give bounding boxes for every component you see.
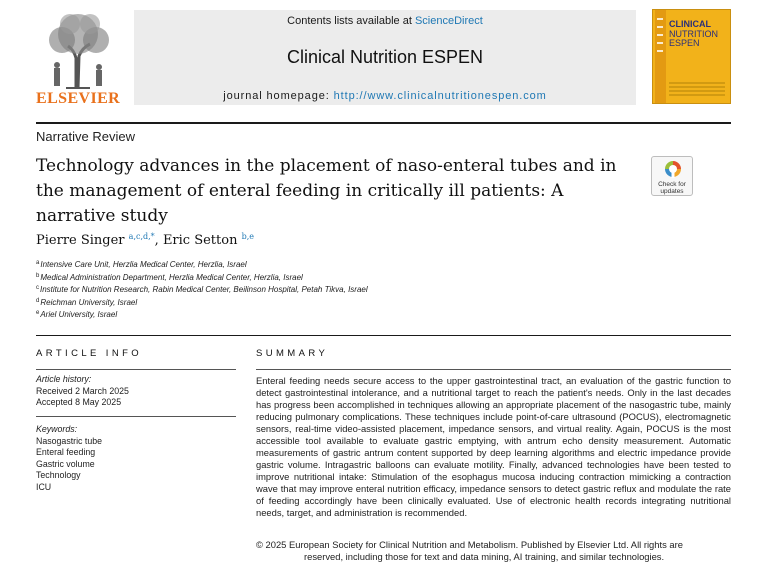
crossmark-icon	[664, 160, 682, 180]
journal-masthead	[134, 10, 636, 105]
affiliation-item: $^e$Ariel University, Israel	[36, 310, 118, 319]
history-label: Article history:	[36, 374, 92, 384]
summary-heading: SUMMARY	[256, 348, 329, 359]
check-for-updates-button[interactable]	[651, 156, 693, 196]
elsevier-tree-icon	[36, 10, 120, 90]
keyword-item: Technology	[36, 470, 81, 480]
keyword-item: Enteral feeding	[36, 447, 96, 457]
accepted-date: Accepted 8 May 2025	[36, 397, 122, 407]
affiliation-item: $^d$Reichman University, Israel	[36, 297, 138, 307]
keyword-item: Gastric volume	[36, 458, 95, 469]
author-list: Pierre Singer $^{a,c,d,*}$, Eric Setton $^{b,e}$	[36, 232, 255, 248]
affiliation-item: $^c$Institute for Nutrition Research, Rabin Medical Center, Beilinson Hospital, Petah Tikva, Israel	[36, 285, 368, 294]
copyright-notice	[256, 539, 731, 563]
sciencedirect-link[interactable]: ScienceDirect	[414, 15, 483, 27]
homepage-prefix: journal homepage:	[223, 90, 334, 102]
keyword-item: ICU	[36, 481, 52, 492]
keywords-block	[36, 424, 236, 493]
cover-band	[655, 10, 666, 104]
article-title: Technology advances in the placement of naso-enteral tubes and in the management of enteral feeding in critically ill patients: A narrative study	[36, 156, 617, 226]
received-date: Received 2 March 2025	[36, 385, 129, 396]
cover-title: CLINICAL NUTRITION ESPEN	[669, 19, 718, 48]
affiliation-item: $^a$Intensive Care Unit, Herzlia Medical Center, Herzlia, Israel	[36, 260, 247, 269]
summary-text: Enteral feeding needs secure access to the upper gastrointestinal tract, an evaluation of the gastric function to detect gastrointestinal intolerance, and a nutritional target to reach the patient's needs. Only in the last decades has progress been accomplished in techniques allowing an appropriate placement of the nasogastric tube, mainly reducing pulmonary complications. These techniques include point-of-care ultrasound (POCUS), electromagnetic sensors, real-time video-assisted placement, impedance sensors, and virtual reality. Again, POCUS is the most accessible tool available to evaluate gastric emptying, with antrum echo density measurement. Automatic measurements of gastric antrum content supported by deep learning algorithms and electric impedance provide gastric volume. Intragastric balloons can evaluate motility. Finally, advanced technologies have been tested to improve nutritional intake: Stimulation of the esophagus mucosa inducing contraction mimicking a contraction wave that may improve enteral nutrition efficacy, impedance sensors to detect gastric reflux and modulate the rate of feeding accordingly have been clinically evaluated. Use of electronic health records integrating nutritional needs, target, and administration is recommended.	[256, 375, 731, 518]
keywords-label: Keywords:	[36, 424, 78, 434]
article-info-rule	[36, 369, 236, 370]
homepage-link[interactable]: http://www.clinicalnutritionespen.com	[333, 90, 547, 102]
header-rule	[36, 122, 731, 124]
contents-line	[134, 15, 636, 27]
author-marks[interactable]: b,e	[241, 232, 255, 241]
author-marks[interactable]: a,c,d,*	[128, 232, 155, 241]
journal-title[interactable]: Clinical Nutrition ESPEN	[286, 47, 484, 67]
author-name[interactable]: Pierre Singer	[36, 233, 125, 248]
article-history	[36, 374, 236, 409]
elsevier-logo[interactable]	[36, 10, 120, 106]
keyword-item: Nasogastric tube	[36, 435, 103, 446]
copyright-line: © 2025 European Society for Clinical Nutrition and Metabolism. Published by Elsevier Ltd. All rights are	[256, 539, 683, 550]
homepage-line	[134, 90, 636, 102]
affiliation-list	[36, 258, 556, 321]
copyright-line: reserved, including those for text and data mining, AI training, and similar technologies.	[304, 551, 665, 562]
cover-decoration	[669, 82, 725, 98]
author-name[interactable]: Eric Setton	[162, 233, 238, 248]
summary-rule	[256, 369, 731, 370]
article-type: Narrative Review	[36, 129, 135, 144]
affiliation-item: $^b$Medical Administration Department, Herzlia Medical Center, Herzlia, Israel	[36, 272, 303, 282]
section-divider	[36, 335, 731, 336]
crossmark-label: Check for updates	[658, 181, 686, 195]
journal-cover[interactable]	[652, 9, 731, 104]
article-info-heading: ARTICLE INFO	[36, 348, 143, 359]
keywords-rule	[36, 416, 236, 417]
contents-prefix: Contents lists available at	[287, 15, 415, 27]
publisher-name: ELSEVIER	[36, 90, 121, 107]
